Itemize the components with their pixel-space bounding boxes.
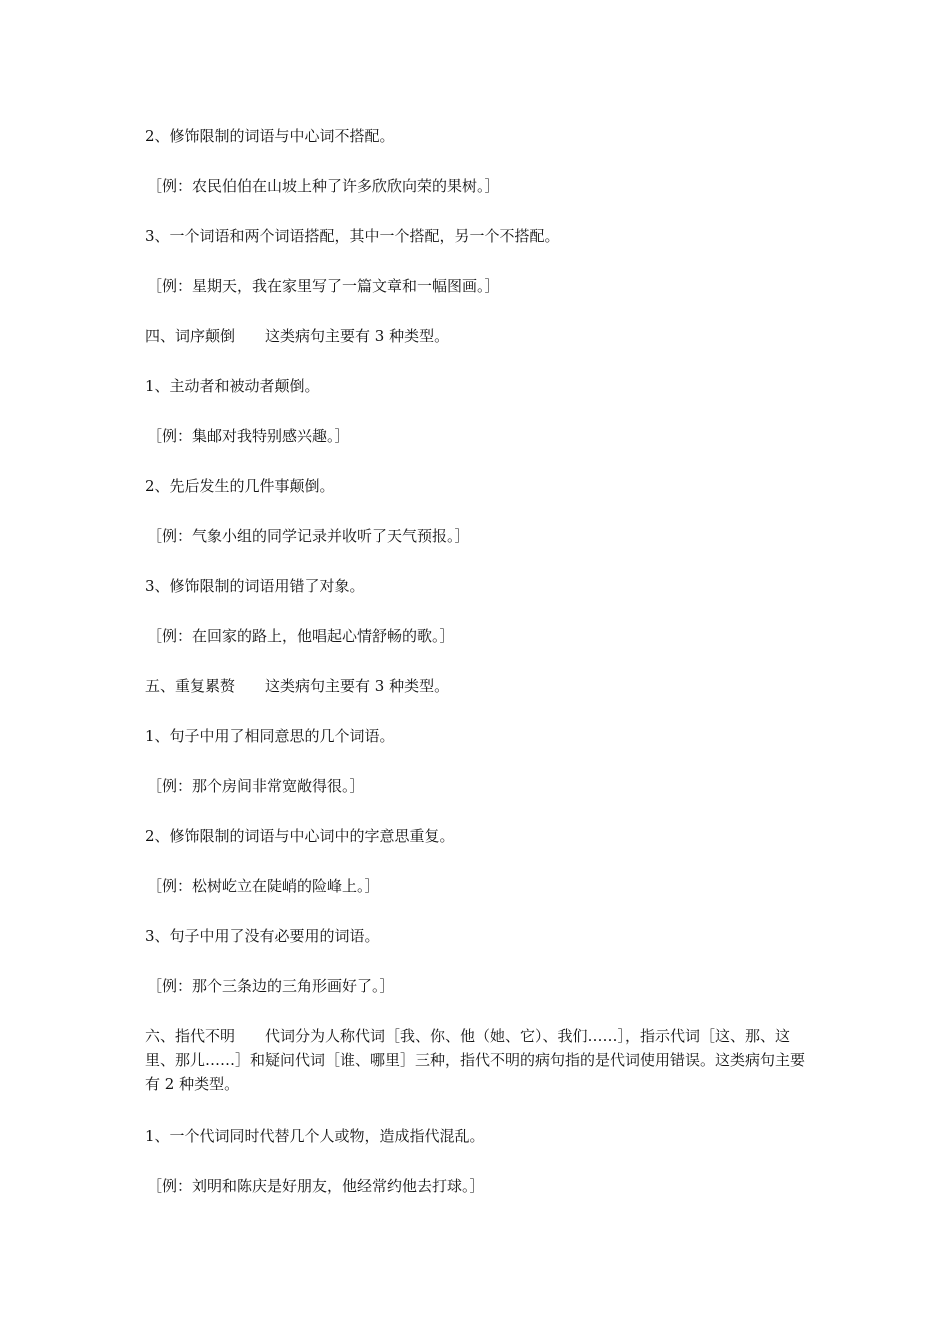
section-4-rule-2: 2、先后发生的几件事颠倒。 — [145, 477, 335, 495]
section-6-example-1: ［例：刘明和陈庆是好朋友，他经常约他去打球。］ — [147, 1177, 485, 1195]
rule-2-heading: 2、修饰限制的词语与中心词不搭配。 — [145, 127, 395, 145]
section-5-example-2: ［例：松树屹立在陡峭的险峰上。］ — [147, 877, 380, 895]
section-5-example-3: ［例：那个三条边的三角形画好了。］ — [147, 977, 395, 995]
section-4-rule-3: 3、修饰限制的词语用错了对象。 — [145, 577, 365, 595]
section-4-heading: 四、词序颠倒 这类病句主要有 3 种类型。 — [145, 327, 450, 345]
section-4-example-3: ［例：在回家的路上，他唱起心情舒畅的歌。］ — [147, 627, 455, 645]
section-6-rule-1: 1、一个代词同时代替几个人或物，造成指代混乱。 — [145, 1127, 485, 1145]
section-4-rule-1: 1、主动者和被动者颠倒。 — [145, 377, 320, 395]
section-4-example-1: ［例：集邮对我特别感兴趣。］ — [147, 427, 350, 445]
section-5-rule-3: 3、句子中用了没有必要用的词语。 — [145, 927, 380, 945]
section-4-example-2: ［例：气象小组的同学记录并收听了天气预报。］ — [147, 527, 470, 545]
section-6-paragraph: 六、指代不明 代词分为人称代词［我、你、他（她、它）、我们……］，指示代词［这、那、这里、那儿……］和疑问代词［谁、哪里］三种，指代不明的病句指的是代词使用错误。这类病句主要有 2 种类型。 — [145, 1027, 806, 1093]
section-5-rule-2: 2、修饰限制的词语与中心词中的字意思重复。 — [145, 827, 455, 845]
section-5-heading: 五、重复累赘 这类病句主要有 3 种类型。 — [145, 677, 450, 695]
example-3: ［例：星期天，我在家里写了一篇文章和一幅图画。］ — [147, 277, 500, 295]
example-2: ［例：农民伯伯在山坡上种了许多欣欣向荣的果树。］ — [147, 177, 500, 195]
section-5-example-1: ［例：那个房间非常宽敞得很。］ — [147, 777, 365, 795]
section-5-rule-1: 1、句子中用了相同意思的几个词语。 — [145, 727, 395, 745]
rule-3-heading: 3、一个词语和两个词语搭配，其中一个搭配，另一个不搭配。 — [145, 227, 560, 245]
